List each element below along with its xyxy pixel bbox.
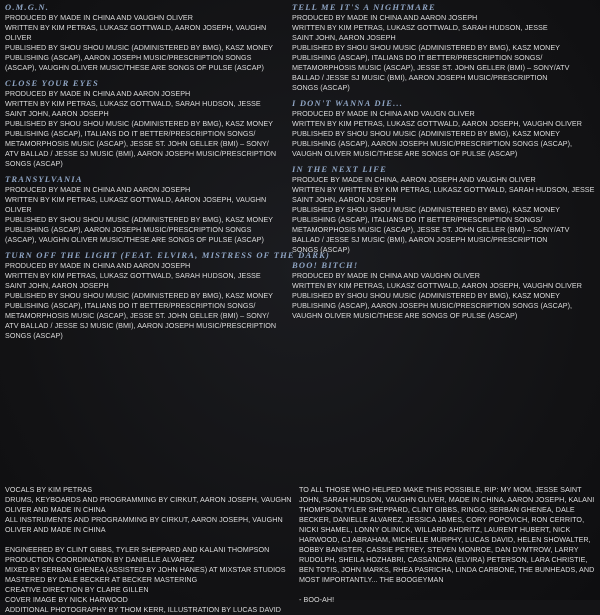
credit-line: PUBLISHING (ASCAP), ITALIANS DO IT BETTER/PRESCRIPTION SONGS/ (5, 129, 256, 138)
credit-line: METAMORPHOSIS MUSIC (ASCAP), JESSE ST. JOHN GELLER (BMI) – SONY/ATV (292, 63, 570, 72)
credit-line: COVER IMAGE BY NICK HARWOOD (5, 595, 128, 604)
credit-line: PRODUCED BY MADE IN CHINA AND AARON JOSEPH (5, 185, 191, 194)
credit-line: (ASCAP), VAUGHN OLIVER MUSIC/THESE ARE SONGS OF PULSE (ASCAP) (5, 63, 264, 72)
credit-line: MOST IMPORTANTLY... THE BOOGEYMAN (299, 575, 444, 584)
song-credit-lines (292, 109, 592, 159)
credit-line: PUBLISHED BY SHOU SHOU MUSIC (ADMINISTERED BY BMG), KASZ MONEY (292, 205, 561, 214)
credit-line: HARWOOD, CJ ABRAHAM, MICHELLE MURPHY, LUCAS DAVID, HELEN SHOWALTER, (299, 535, 591, 544)
credit-line: PUBLISHED BY SHOU SHOU MUSIC (ADMINISTERED BY BMG), KASZ MONEY (5, 119, 274, 128)
song-title: CLOSE YOUR EYES (5, 78, 99, 88)
credit-line: PUBLISHED BY SHOU SHOU MUSIC (ADMINISTERED BY BMG), KASZ MONEY (5, 291, 274, 300)
credit-line: BEN TOTIS, JOHN MARKS, RHEA PASRICHA, LINDA CARBONE, THE BUNHEADS, AND (299, 565, 595, 574)
credit-line: PUBLISHING (ASCAP), AARON JOSEPH MUSIC/PRESCRIPTION SONGS (5, 53, 252, 62)
song-credit (292, 98, 592, 159)
credit-line: PUBLISHED BY SHOU SHOU MUSIC (ADMINISTERED BY BMG), KASZ MONEY (292, 291, 561, 300)
credit-line: WRITTEN BY KIM PETRAS, LUKASZ GOTTWALD, SARAH HUDSON, JESSE (292, 23, 548, 32)
song-credit-lines (5, 89, 287, 169)
credit-line: METAMORPHOSIS MUSIC (ASCAP), JESSE ST. JOHN GELLER (BMI) – SONY/ATV (292, 225, 570, 234)
credit-line: SAINT JOHN, AARON JOSEPH (5, 281, 109, 290)
song-title: TELL ME IT'S A NIGHTMARE (292, 2, 436, 12)
credit-line: BECKER, DANIELLE ALVAREZ, JESSICA JAMES, CORY POPOVICH, RON CERRITO, (299, 515, 585, 524)
credit-line: WRITTEN BY KIM PETRAS, LUKASZ GOTTWALD, AARON JOSEPH, VAUGHN OLIVER (292, 119, 582, 128)
credit-line: WRITTEN BY KIM PETRAS, LUKASZ GOTTWALD, AARON JOSEPH, VAUGHN (5, 195, 267, 204)
song-credit (292, 260, 592, 321)
signature: - BOO-AH! (299, 595, 335, 604)
credit-line: MIXED BY SERBAN GHENEA (ASSISTED BY JOHN HANES) AT MIXSTAR STUDIOS (5, 565, 286, 574)
credit-line: PRODUCED BY MADE IN CHINA AND VAUGHN OLIVER (292, 271, 480, 280)
credit-line: PRODUCED BY MADE IN CHINA AND AARON JOSEPH (292, 13, 478, 22)
credit-line: PRODUCED BY MADE IN CHINA AND VAUGHN OLIVER (5, 13, 193, 22)
credit-line: DRUMS, KEYBOARDS AND PROGRAMMING BY CIRKUT, AARON JOSEPH, VAUGHN (5, 495, 292, 504)
credit-line: PRODUCED BY MADE IN CHINA AND AARON JOSEPH (5, 89, 191, 98)
credit-line: SONGS (ASCAP) (292, 245, 350, 254)
thank-you-text (299, 485, 597, 585)
credit-line: SAINT JOHN, AARON JOSEPH (292, 195, 396, 204)
credit-line: PUBLISHED BY SHOU SHOU MUSIC (ADMINISTERED BY BMG), KASZ MONEY (292, 129, 561, 138)
credit-line: METAMORPHOSIS MUSIC (ASCAP), JESSE ST. JOHN GELLER (BMI) – SONY/ (5, 139, 269, 148)
credits-column-right (292, 2, 595, 326)
credit-line: PRODUCED BY MADE IN CHINA AND AARON JOSEPH (5, 261, 191, 270)
song-credit-lines (5, 185, 287, 245)
credit-line: NICKI SHAMEL, LONNY OLINICK, WILLARD AHDRITZ, LAURENT HUBERT, NICK (299, 525, 571, 534)
thank-you-notes (299, 485, 597, 605)
credit-line: PUBLISHED BY SHOU SHOU MUSIC (ADMINISTERED BY BMG), KASZ MONEY (5, 43, 274, 52)
credit-line: OLIVER (5, 33, 32, 42)
credit-line: RUDOLPH, SHEILA HOZHABRI, CASSANDRA (ELVIRA) PETERSON, LARA CHRISTIE, (299, 555, 588, 564)
credit-line: WRITTEN BY KIM PETRAS, LUKASZ GOTTWALD, AARON JOSEPH, VAUGHN OLIVER (292, 281, 582, 290)
credit-line: BALLAD / JESSE SJ MUSIC (BMI), AARON JOSEPH MUSIC/PRESCRIPTION (292, 235, 548, 244)
song-credit-lines (292, 271, 592, 321)
credit-line: ALL INSTRUMENTS AND PROGRAMMING BY CIRKUT, AARON JOSEPH, VAUGHN (5, 515, 283, 524)
song-credit-lines (292, 13, 592, 93)
credit-line: OLIVER (5, 205, 32, 214)
song-credit (292, 2, 592, 93)
song-credit-lines (5, 261, 287, 341)
credit-line: VOCALS BY KIM PETRAS (5, 485, 93, 494)
song-title: TURN OFF THE LIGHT (FEAT. ELVIRA, MISTRESS OF THE DARK) (5, 250, 331, 260)
credit-line: MASTERED BY DALE BECKER AT BECKER MASTERING (5, 575, 198, 584)
credit-line: VAUGHN OLIVER MUSIC/THESE ARE SONGS OF PULSE (ASCAP) (292, 149, 518, 158)
song-credit (5, 174, 287, 245)
credit-line: PUBLISHING (ASCAP), ITALIANS DO IT BETTER/PRESCRIPTION SONGS/ (5, 301, 256, 310)
credit-line: PUBLISHING (ASCAP), ITALIANS DO IT BETTER/PRESCRIPTION SONGS/ (292, 215, 543, 224)
credit-line: PRODUCED BY MADE IN CHINA AND VAUGN OLIVER (292, 109, 475, 118)
credit-line: PUBLISHING (ASCAP), AARON JOSEPH MUSIC/PRESCRIPTION SONGS (ASCAP), (292, 301, 573, 310)
divider (5, 535, 295, 545)
production-credits (5, 545, 295, 615)
credit-line: VAUGHN OLIVER MUSIC/THESE ARE SONGS OF PULSE (ASCAP) (292, 311, 518, 320)
performer-credits (5, 485, 295, 535)
personnel-credits (5, 485, 295, 615)
credit-line: SAINT JOHN, AARON JOSEPH (292, 33, 396, 42)
credit-line: PUBLISHING (ASCAP), AARON JOSEPH MUSIC/PRESCRIPTION SONGS (5, 225, 252, 234)
credit-line: SONGS (ASCAP) (5, 331, 63, 340)
song-credit-lines (5, 13, 287, 73)
song-title: IN THE NEXT LIFE (292, 164, 388, 174)
credit-line: WRITTEN BY WRITTEN BY KIM PETRAS, LUKASZ GOTTWALD, SARAH HUDSON, JESSE (292, 185, 595, 194)
credit-line: SONGS (ASCAP) (5, 159, 63, 168)
credit-line: THOMPSON,TYLER SHEPPARD, CLINT GIBBS, RINGO, SERBAN GHENEA, DALE (299, 505, 575, 514)
credit-line: (ASCAP), VAUGHN OLIVER MUSIC/THESE ARE SONGS OF PULSE (ASCAP) (5, 235, 264, 244)
credit-line: ENGINEERED BY CLINT GIBBS, TYLER SHEPPARD AND KALANI THOMPSON (5, 545, 270, 554)
credit-line: WRITTEN BY KIM PETRAS, LUKASZ GOTTWALD, AARON JOSEPH, VAUGHN (5, 23, 267, 32)
credit-line: PUBLISHING (ASCAP), AARON JOSEPH MUSIC/PRESCRIPTION SONGS (ASCAP), (292, 139, 573, 148)
credit-line: ADDITIONAL PHOTOGRAPHY BY THOM KERR, ILLUSTRATION BY LUCAS DAVID (5, 605, 281, 614)
divider (299, 585, 597, 595)
credit-line: CREATIVE DIRECTION BY CLARE GILLEN (5, 585, 149, 594)
credit-line: SONGS (ASCAP) (292, 83, 350, 92)
song-title: TRANSYLVANIA (5, 174, 83, 184)
credit-line: TO ALL THOSE WHO HELPED MAKE THIS POSSIBLE, RIP: MY MOM, JESSE SAINT (299, 485, 582, 494)
credit-line: PUBLISHED BY SHOU SHOU MUSIC (ADMINISTERED BY BMG), KASZ MONEY (5, 215, 274, 224)
credit-line: WRITTEN BY KIM PETRAS, LUKASZ GOTTWALD, SARAH HUDSON, JESSE (5, 99, 261, 108)
credit-line: SAINT JOHN, AARON JOSEPH (5, 109, 109, 118)
credit-line: BALLAD / JESSE SJ MUSIC (BMI), AARON JOSEPH MUSIC/PRESCRIPTION (292, 73, 548, 82)
credit-line: PUBLISHED BY SHOU SHOU MUSIC (ADMINISTERED BY BMG), KASZ MONEY (292, 43, 561, 52)
credit-line: BOBBY BANISTER, CASSIE PETREY, STEVEN MONROE, DAN DYMTROW, LARRY (299, 545, 579, 554)
song-title: O.M.G.N. (5, 2, 50, 12)
credit-line: JOHN, SARAH HUDSON, VAUGHN OLIVER, MADE IN CHINA, AARON JOSEPH, KALANI (299, 495, 595, 504)
song-credit-lines (292, 175, 595, 255)
song-credit (5, 2, 287, 73)
song-title: I DON'T WANNA DIE... (292, 98, 404, 108)
credit-line: WRITTEN BY KIM PETRAS, LUKASZ GOTTWALD, SARAH HUDSON, JESSE (5, 271, 261, 280)
song-credit (292, 164, 595, 255)
credit-line: METAMORPHOSIS MUSIC (ASCAP), JESSE ST. JOHN GELLER (BMI) – SONY/ (5, 311, 269, 320)
credit-line: OLIVER AND MADE IN CHINA (5, 525, 106, 534)
song-credit (5, 78, 287, 169)
credit-line: PRODUCE BY MADE IN CHINA, AARON JOSEPH AND VAUGHN OLIVER (292, 175, 536, 184)
credit-line: ATV BALLAD / JESSE SJ MUSIC (BMI), AARON JOSEPH MUSIC/PRESCRIPTION (5, 149, 277, 158)
song-title: BOO! BITCH! (292, 260, 359, 270)
credit-line: PRODUCTION COORDINATION BY DANIELLE ALVAREZ (5, 555, 195, 564)
credit-line: PUBLISHING (ASCAP), ITALIANS DO IT BETTER/PRESCRIPTION SONGS/ (292, 53, 543, 62)
credit-line: ATV BALLAD / JESSE SJ MUSIC (BMI), AARON JOSEPH MUSIC/PRESCRIPTION (5, 321, 277, 330)
credit-line: OLIVER AND MADE IN CHINA (5, 505, 106, 514)
